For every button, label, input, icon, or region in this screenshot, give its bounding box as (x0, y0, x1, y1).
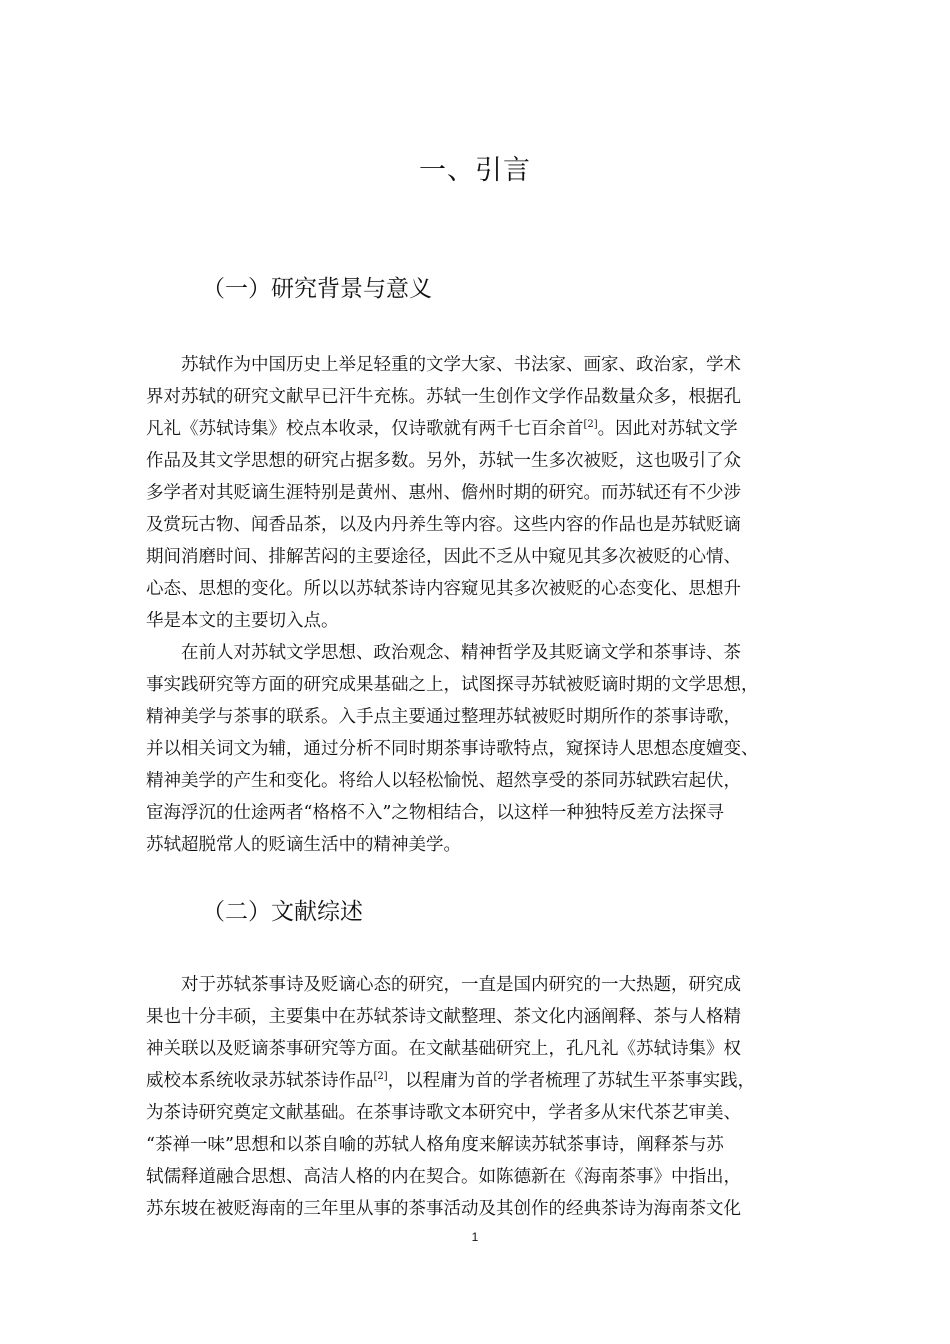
text-line (146, 445, 806, 477)
text-line (146, 509, 806, 541)
line-text: 事实践研究等方面的研究成果基础之上，试图探寻苏轼被贬谪时期的文学思想， (146, 675, 759, 695)
line-text: 作品及其文学思想的研究占据多数。另外，苏轼一生多次被贬，这也吸引了众 (146, 451, 741, 471)
line-text: 在前人对苏轼文学思想、政治观念、精神哲学及其贬谪文学和茶事诗、茶 (181, 643, 741, 663)
text-line (146, 349, 806, 381)
line-text: “茶禅一味”思想和以茶自喻的苏轼人格角度来解读苏轼茶事诗，阐释茶与苏 (146, 1135, 724, 1155)
text-line (146, 381, 806, 413)
text-line (146, 733, 806, 765)
line-text: 精神美学的产生和变化。将给人以轻松愉悦、超然享受的茶同苏轼跌宕起伏， (146, 771, 741, 791)
citation-ref: [2] (583, 419, 598, 430)
line-text: 多学者对其贬谪生涯特别是黄州、惠州、儋州时期的研究。而苏轼还有不少涉 (146, 483, 741, 503)
line-text: 轼儒释道融合思想、高洁人格的内在契合。如陈德新在《海南茶事》中指出， (146, 1167, 741, 1187)
line-text: 苏轼作为中国历史上举足轻重的文学大家、书法家、画家、政治家，学术 (181, 355, 741, 375)
line-text: 期间消磨时间、排解苦闷的主要途径，因此不乏从中窥见其多次被贬的心情、 (146, 547, 741, 567)
line-text: 果也十分丰硕，主要集中在苏轼茶诗文献整理、茶文化内涵阐释、茶与人格精 (146, 1007, 741, 1027)
text-line (146, 669, 806, 701)
line-text: 威校本系统收录苏轼茶诗作品 (146, 1071, 374, 1091)
line-text-continued: 。因此对苏轼文学 (597, 419, 738, 439)
line-text: 苏轼超脱常人的贬谪生活中的精神美学。 (146, 835, 461, 855)
text-line (146, 765, 806, 797)
line-text: 界对苏轼的研究文献早已汗牛充栋。苏轼一生创作文学作品数量众多，根据孔 (146, 387, 741, 407)
text-line (146, 541, 806, 573)
line-text: 为茶诗研究奠定文献基础。在茶事诗歌文本研究中，学者多从宋代茶艺审美、 (146, 1103, 741, 1123)
text-line (146, 701, 806, 733)
section-body-background (146, 349, 806, 861)
text-line (146, 1129, 806, 1161)
line-text: 对于苏轼茶事诗及贬谪心态的研究，一直是国内研究的一大热题，研究成 (181, 975, 741, 995)
page-number: 1 (471, 1230, 479, 1244)
chapter-title: 一、引言 (419, 155, 531, 186)
text-line (146, 1065, 806, 1097)
line-text: 并以相关词文为辅，通过分析不同时期茶事诗歌特点，窥探诗人思想态度嬗变、 (146, 739, 759, 759)
section-body-literature-review (146, 969, 806, 1225)
line-text: 神关联以及贬谪茶事研究等方面。在文献基础研究上，孔凡礼《苏轼诗集》权 (146, 1039, 741, 1059)
line-text: 华是本文的主要切入点。 (146, 611, 339, 631)
section-heading-literature-review: （二）文献综述 (202, 899, 363, 925)
text-line (146, 637, 806, 669)
text-line (146, 797, 806, 829)
line-text: 凡礼《苏轼诗集》校点本收录，仅诗歌就有两千七百余首 (146, 419, 584, 439)
text-line (146, 413, 806, 445)
citation-ref: [2] (373, 1071, 388, 1082)
line-text: 及赏玩古物、闻香品茶，以及内丹养生等内容。这些内容的作品也是苏轼贬谪 (146, 515, 741, 535)
text-line (146, 1033, 806, 1065)
line-text: 苏东坡在被贬海南的三年里从事的茶事活动及其创作的经典茶诗为海南茶文化 (146, 1199, 741, 1219)
text-line (146, 1193, 806, 1225)
text-line (146, 1097, 806, 1129)
line-text: 精神美学与茶事的联系。入手点主要通过整理苏轼被贬时期所作的茶事诗歌， (146, 707, 741, 727)
line-text: 心态、思想的变化。所以以苏轼茶诗内容窥见其多次被贬的心态变化、思想升 (146, 579, 741, 599)
text-line (146, 829, 806, 861)
line-text-continued: ，以程庸为首的学者梳理了苏轼生平茶事实践， (387, 1071, 756, 1091)
section-heading-background: （一）研究背景与意义 (202, 276, 432, 302)
text-line (146, 573, 806, 605)
text-line (146, 605, 806, 637)
text-line (146, 477, 806, 509)
text-line (146, 1161, 806, 1193)
text-line (146, 969, 806, 1001)
line-text: 宦海浮沉的仕途两者“格格不入”之物相结合，以这样一种独特反差方法探寻 (146, 803, 724, 823)
text-line (146, 1001, 806, 1033)
